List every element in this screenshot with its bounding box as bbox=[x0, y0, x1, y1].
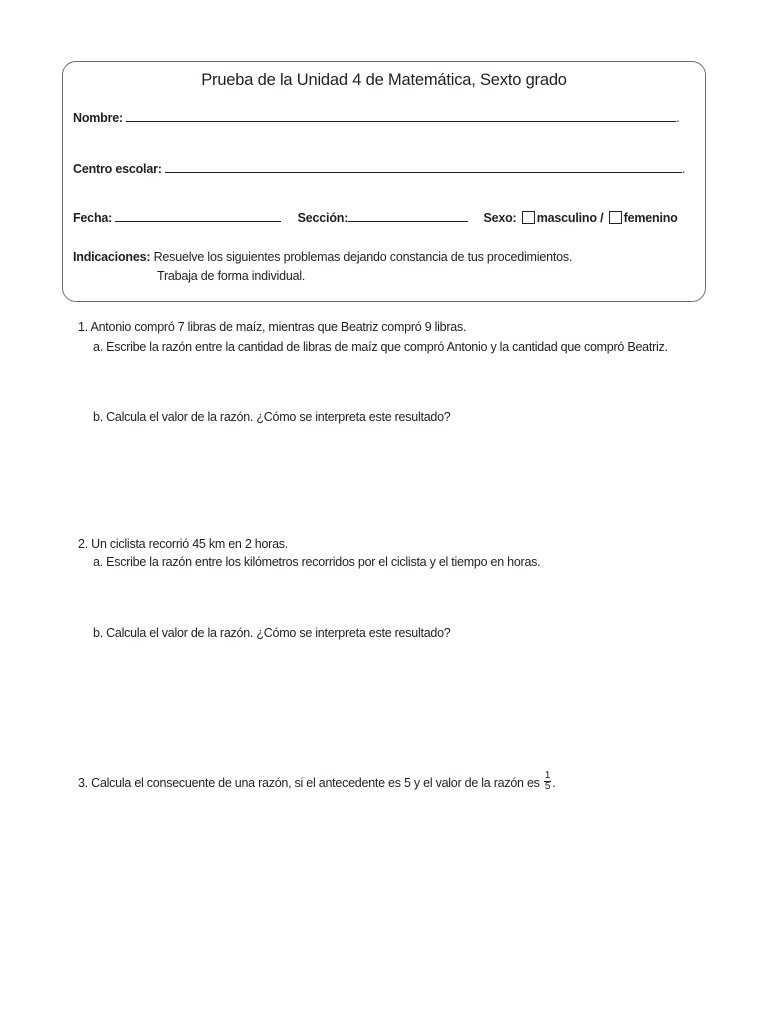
centro-field[interactable] bbox=[165, 161, 682, 173]
indicaciones-line2: Trabaja de forma individual. bbox=[157, 269, 306, 283]
sexo-separator: / bbox=[600, 211, 604, 225]
question-2a: a. Escribe la razón entre los kilómetros recorridos por el ciclista y el tiempo en horas. bbox=[93, 555, 541, 569]
nombre-label: Nombre: bbox=[73, 111, 123, 125]
femenino-label: femenino bbox=[623, 211, 678, 225]
question-3-text: Calcula el consecuente de una razón, si el antecedente es 5 y el valor de la razón es bbox=[91, 775, 540, 790]
question-1b: b. Calcula el valor de la razón. ¿Cómo se interpreta este resultado? bbox=[93, 410, 451, 424]
question-3-number: 3. bbox=[78, 775, 88, 790]
sexo-label: Sexo: bbox=[483, 211, 517, 225]
question-1a: a. Escribe la razón entre la cantidad de libras de maíz que compró Antonio y la cantidad que compró Beatriz. bbox=[93, 340, 668, 354]
fraction bbox=[544, 771, 551, 792]
question-3-end: . bbox=[552, 775, 556, 790]
fraction-numerator: 1 bbox=[544, 770, 551, 781]
header-box bbox=[62, 61, 706, 302]
question-2-number: 2. bbox=[78, 537, 88, 551]
fecha-field[interactable] bbox=[115, 210, 281, 222]
question-2-text: Un ciclista recorrió 45 km en 2 horas. bbox=[91, 537, 289, 551]
centro-period: . bbox=[681, 162, 686, 176]
question-1-text: Antonio compró 7 libras de maíz, mientras que Beatriz compró 9 libras. bbox=[90, 320, 467, 334]
indicaciones-row bbox=[73, 250, 572, 264]
indicaciones-line1: Resuelve los siguientes problemas dejando constancia de tus procedimientos. bbox=[153, 250, 573, 264]
centro-row bbox=[73, 161, 685, 176]
centro-label: Centro escolar: bbox=[73, 162, 162, 176]
fecha-row bbox=[73, 210, 678, 225]
question-3 bbox=[78, 770, 556, 794]
fraction-denominator: 5 bbox=[544, 781, 551, 792]
question-1 bbox=[78, 320, 466, 334]
seccion-label: Sección: bbox=[297, 211, 349, 225]
question-1-number: 1. bbox=[78, 320, 88, 334]
masculino-label: masculino bbox=[536, 211, 597, 225]
nombre-period: . bbox=[676, 111, 680, 125]
masculino-checkbox[interactable] bbox=[522, 211, 535, 224]
question-2b: b. Calcula el valor de la razón. ¿Cómo se interpreta este resultado? bbox=[93, 626, 451, 640]
femenino-checkbox[interactable] bbox=[609, 211, 622, 224]
page-title: Prueba de la Unidad 4 de Matemática, Sexto grado bbox=[201, 71, 567, 89]
fecha-label: Fecha: bbox=[73, 211, 113, 225]
nombre-row bbox=[73, 110, 680, 125]
indicaciones-label: Indicaciones: bbox=[73, 250, 151, 264]
question-2 bbox=[78, 537, 288, 551]
seccion-field[interactable] bbox=[348, 210, 468, 222]
nombre-field[interactable] bbox=[126, 110, 676, 122]
